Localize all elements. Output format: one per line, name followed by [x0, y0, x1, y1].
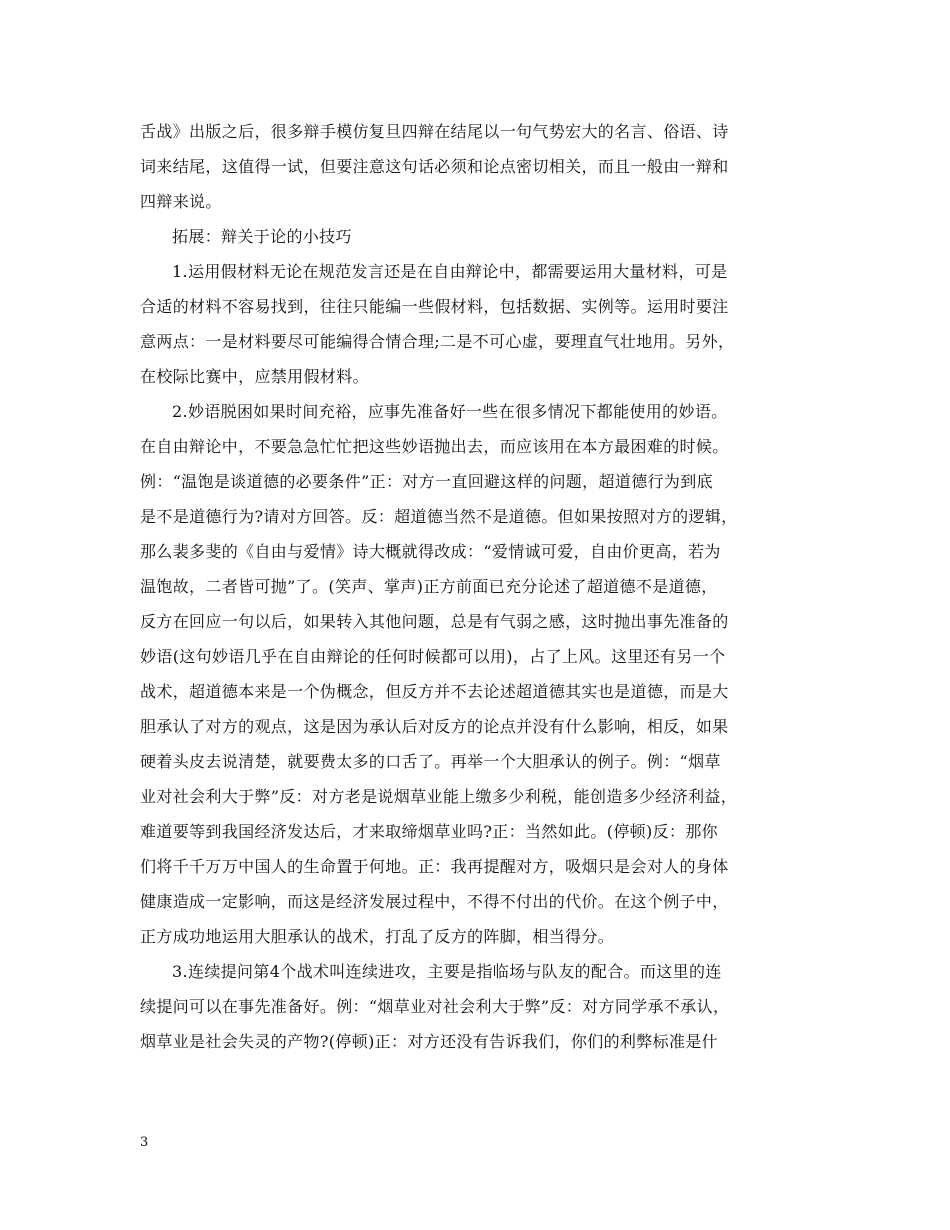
text-line: 难道要等到我国经济发达后，才来取缔烟草业吗?正：当然如此。(停顿)反：那你 [140, 822, 719, 841]
page-number: 3 [140, 1135, 149, 1150]
text-line: 健康造成一定影响，而这是经济发展过程中，不得不付出的代价。在这个例子中， [140, 892, 729, 911]
text-line: 在自由辩论中，不要急急忙忙把这些妙语抛出去，而应该用在本方最困难的时候。 [140, 437, 729, 456]
text-line: 续提问可以在事先准备好。例：“烟草业对社会利大于弊”反：对方同学承不承认， [140, 997, 730, 1016]
text-line: 们将千千万万中国人的生命置于何地。正：我再提醒对方，吸烟只是会对人的身体 [140, 857, 729, 876]
text-line: 1.运用假材料无论在规范发言还是在自由辩论中，都需要运用大量材料，可是 [172, 262, 728, 281]
text-line: 反方在回应一句以后，如果转入其他问题，总是有气弱之感，这时抛出事先准备的 [140, 612, 729, 631]
text-line: 那么裴多斐的《自由与爱情》诗大概就得改成：“爱情诚可爱，自由价更高，若为 [140, 542, 721, 561]
body-text [140, 114, 812, 1059]
text-line: 在校际比赛中，应禁用假材料。 [140, 367, 369, 386]
text-line: 词来结尾，这值得一试，但要注意这句话必须和论点密切相关，而且一般由一辩和 [140, 157, 729, 176]
text-line: 例：“温饱是谈道德的必要条件”正：对方一直回避这样的问题，超道德行为到底 [140, 472, 713, 491]
text-line: 硬着头皮去说清楚，就要费太多的口舌了。再举一个大胆承认的例子。例：“烟草 [140, 752, 721, 771]
text-line: 合适的材料不容易找到，往往只能编一些假材料，包括数据、实例等。运用时要注 [140, 297, 729, 316]
text-line: 业对社会利大于弊”反：对方老是说烟草业能上缴多少利税，能创造多少经济利益， [140, 787, 738, 806]
text-line: 妙语(这句妙语几乎在自由辩论的任何时候都可以用)，占了上风。这里还有另一个 [140, 647, 726, 666]
text-line: 意两点：一是材料要尽可能编得合情合理;二是不可心虚，要理直气壮地用。另外， [140, 332, 735, 351]
text-line: 是不是道德行为?请对方回答。反：超道德当然不是道德。但如果按照对方的逻辑， [140, 507, 738, 526]
text-line: 温饱故，二者皆可抛”了。(笑声、掌声)正方前面已充分论述了超道德不是道德， [140, 577, 718, 596]
text-line: 战术，超道德本来是一个伪概念，但反方并不去论述超道德其实也是道德，而是大 [140, 682, 729, 701]
text-line: 胆承认了对方的观点，这是因为承认后对反方的论点并没有什么影响，相反，如果 [140, 717, 729, 736]
text-line: 正方成功地运用大胆承认的战术，打乱了反方的阵脚，相当得分。 [140, 927, 615, 946]
text-line: 四辩来说。 [140, 192, 222, 211]
text-line: 2.妙语脱困如果时间充裕，应事先准备好一些在很多情况下都能使用的妙语。 [172, 402, 728, 421]
text-line: 舌战》出版之后，很多辩手模仿复旦四辩在结尾以一句气势宏大的名言、俗语、诗 [140, 122, 729, 141]
text-line: 烟草业是社会失灵的产物?(停顿)正：对方还没有告诉我们，你们的利弊标准是什 [140, 1032, 719, 1051]
text-line: 拓展：辩关于论的小技巧 [172, 227, 352, 246]
text-line: 3.连续提问第4个战术叫连续进攻，主要是指临场与队友的配合。而这里的连 [172, 962, 722, 981]
